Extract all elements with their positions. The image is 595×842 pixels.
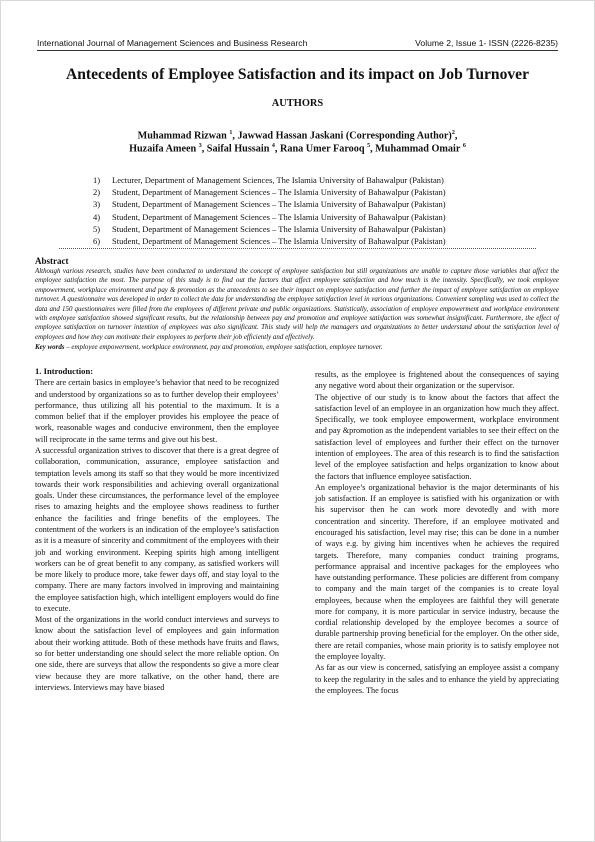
affiliation-number: 1) — [93, 175, 101, 185]
right-column — [315, 369, 559, 696]
body-paragraph: As far as our view is concerned, satisfying an employee assist a company to keep the regularity in the sales and to enhance the yield by appreciating the employees. The focus — [315, 663, 559, 695]
body-paragraph: The objective of our study is to know about the factors that affect the satisfaction level of an employee in an organization how much they affect. Specifically, we took employee empowerment, workplace environment and pay &promotion as the independent variables to see their effect on the satisfaction level of employees and further their effect on the turnover intention of employees. The area of this research is to find the satisfaction level of the employee satisfaction and helps organization to know about the factors that influence employee satisfaction. — [315, 392, 559, 481]
body-paragraph: An employee’s organizational behavior is the major determinants of his job satisfaction. If an employee is satisfied with his organization or with his supervisor then he can work more devotedly and with more concentration and sincerity. Therefore, if an employee motivated and encouraged his satisfaction, level may rise; this can be done in a number of ways e.g. by giving him incentives when he achieves the required targets. Therefore, many companies conduct training programs, performance appraisal and incentive packages for the employees who have outstanding performance. These policies are different from company to company and the main target of the companies is to create loyal employees, because when the employees are faithful they will generate more for company, it is more particular in service industry, because the cordial relationship developed by the employee becomes a source of durable partnership proving beneficial for the employer. On the other side, there are retail companies, whose main priority is to satisfy employee not the employee loyalty. — [315, 482, 559, 662]
keywords-label: Key words — [35, 343, 65, 351]
affiliation-number: 3) — [93, 199, 101, 210]
author-name: Huzaifa Ameen — [129, 143, 197, 155]
paper-title: Antecedents of Employee Satisfaction and its impact on Job Turnover — [65, 66, 530, 83]
running-header — [37, 38, 558, 51]
affiliation-text: Student, Department of Management Sciences – The Islamia University of Bahawalpur (Pakistan) — [112, 211, 446, 222]
author-line-1: Muhammad Rizwan $^1$, Jawwad Hassan Jaskani (Corresponding Author)$^2$, — [137, 130, 458, 142]
authors-heading: AUTHORS — [271, 98, 324, 109]
keywords — [35, 343, 559, 352]
author-name: Jawwad Hassan Jaskani (Corresponding Author) — [237, 130, 452, 142]
body-paragraph: There are certain basics in employee’s behavior that need to be recognized and understood by organizations so as to further develop their employees’ performance, thus utilizing all his potential to the maximum. It is a common belief that if the employer provides his employee the peace of work, reasonable wages and conducive environment, then the employee will reciprocate in the same terms and give out his best. — [35, 378, 279, 444]
affiliation-item — [93, 174, 446, 186]
author-name: Rana Umer Farooq — [280, 143, 365, 155]
affiliation-item — [93, 235, 446, 247]
author-sup: 2 — [451, 130, 455, 136]
journal-name: International Journal of Management Sciences and Business Research — [37, 38, 308, 48]
affiliation-text: Student, Department of Management Sciences – The Islamia University of Bahawalpur (Pakistan) — [112, 187, 446, 198]
author-sup: 4 — [271, 143, 275, 149]
affiliation-list — [93, 174, 446, 247]
affiliation-number: 2) — [93, 187, 101, 198]
affiliation-item — [93, 211, 446, 223]
author-name: Muhammad Omair — [375, 143, 461, 155]
author-sup: 1 — [229, 130, 233, 136]
affiliation-text: Student, Department of Management Sciences – The Islamia University of Bahawalpur (Pakistan) — [112, 223, 446, 234]
author-name: Muhammad Rizwan — [137, 130, 227, 142]
body-paragraph: A successful organization strives to discover that there is a great degree of collaboration, communication, assurance, employee satisfaction and temptation levels among its staff so that they would be more incentivized towards their work responsibilities and achieving overall organizational goals. Under these circumstances, the performance level of the employee rises to amazing heights and the employee shows readiness to further enhance the facilities and fringe benefits of the employees. The contentment of the workers is an indication of the employee’s satisfaction as it is a measure of sincerity and commitment of the employees with their job and working environment. Keeping spirits high among intelligent workers can be of great benefit to any company, as satisfied workers will be more likely to produce more, take fewer days off, and stay loyal to the company. There are many factors involved in improving and maintaining the employee satisfaction high, which intelligent employers would do fine to execute. — [35, 445, 279, 613]
affiliation-number: 6) — [93, 236, 101, 247]
volume-issue: Volume 2, Issue 1- ISSN (2226-8235) — [415, 38, 558, 48]
affiliation-number: 5) — [93, 223, 101, 234]
affiliation-item — [93, 186, 446, 198]
body-paragraph: results, as the employee is frightened about the consequences of saying any negative word about their organization or the supervisor. — [315, 370, 559, 391]
affiliation-number: 4) — [93, 211, 101, 222]
section-heading: 1. Introduction: — [35, 366, 94, 376]
author-line-2: Huzaifa Ameen $^3$, Saifal Hussain $^4$, Rana Umer Farooq $^5$, Muhammad Omair $^6$ — [129, 143, 466, 155]
left-column — [35, 366, 279, 693]
abstract-text: Although various research, studies have been conducted to understand the concept of employee satisfaction but still organizations are unable to capture those variables that affect the employee satisfaction the most. The purpose of this study is to find out the factors that affect employee satisfaction and how much is the intensity. Specifically, we took employee empowerment, workplace environment and pay & promotion as the antecedents to see their impact on employee satisfaction and further the impact of employee satisfaction on employee turnover. A questionnaire was developed in order to collect the data for understanding the employee satisfaction level in various organizations. Convenient sampling was used to collect the data and 150 questionnaires were filled from the employees of different private and public organizations. Statistically, association of employee empowerment and workplace environment with employee satisfaction showed significant results, but the relationship between pay and promotion and employee satisfaction was somewhat insignificant. Furthermore, the effect of employee satisfaction on turnover intention of employees was also significant. This study will help the managers and organizations to better understand about the satisfaction level of employees and how they can motivate their employees to perform their job efficiently and effectively. — [35, 267, 559, 341]
abstract-heading: Abstract — [35, 256, 69, 266]
divider-rule — [59, 248, 536, 249]
body-paragraph: Most of the organizations in the world conduct interviews and surveys to know about the satisfaction level of employees and gain information about their working attitude. Both of these methods have fruits and flaws, so for better understanding one should select the more reliable option. On one side, there are surveys that allow the respondents so give a more clear view because they are more talkative, on the other hand, there are interviews. Interviews may have biased — [35, 615, 279, 692]
author-sup: 3 — [198, 143, 202, 149]
author-sup: 6 — [462, 143, 466, 149]
author-name: Saifal Hussain — [206, 143, 270, 155]
affiliation-item — [93, 198, 446, 210]
author-sup: 5 — [367, 143, 371, 149]
affiliation-text: Student, Department of Management Sciences – The Islamia University of Bahawalpur (Pakistan) — [112, 199, 446, 210]
affiliation-item — [93, 223, 446, 235]
affiliation-text: Lecturer, Department of Management Sciences, The Islamia University of Bahawalpur (Pakistan) — [112, 175, 444, 185]
keywords-text: – employee empowerment, workplace environment, pay and promotion, employee satisfaction, employee turnover. — [64, 343, 383, 351]
affiliation-text: Student, Department of Management Sciences – The Islamia University of Bahawalpur (Pakistan) — [112, 236, 446, 247]
